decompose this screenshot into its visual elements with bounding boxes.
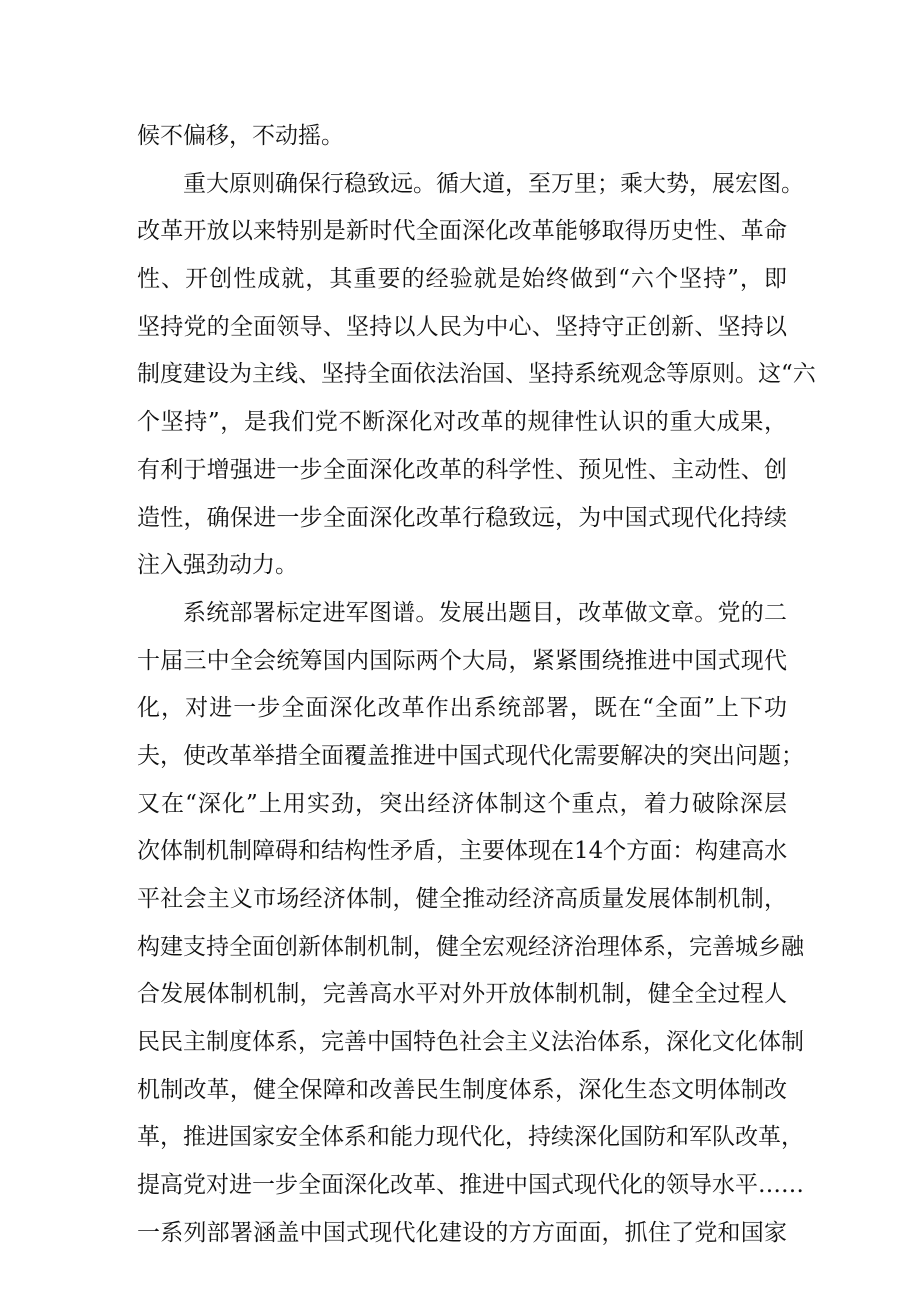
document-body [137, 113, 816, 1258]
text-line: 改革开放以来特别是新时代全面深化改革能够取得历史性、革命 [137, 218, 787, 245]
text-line: 性、开创性成就，其重要的经验就是始终做到“六个坚持”，即 [137, 266, 787, 293]
text-line: 化，对进一步全面深化改革作出系统部署，既在“全面”上下功 [137, 695, 787, 722]
text-line: 十届三中全会统筹国内国际两个大局，紧紧围绕推进中国式现代 [137, 647, 787, 674]
text-line: 合发展体制机制，完善高水平对外开放体制机制，健全全过程人 [137, 981, 787, 1008]
text-line: 机制改革，健全保障和改善民生制度体系，深化生态文明体制改 [137, 1076, 787, 1103]
text-line: 提高党对进一步全面深化改革、推进中国式现代化的领导水平…… [137, 1172, 804, 1199]
text-line: 革，推进国家安全体系和能力现代化，持续深化国防和军队改革， [137, 1124, 804, 1151]
text-line: 重大原则确保行稳致远。循大道，至万里；乘大势，展宏图。 [183, 170, 804, 197]
text-line: 夫，使改革举措全面覆盖推进中国式现代化需要解决的突出问题； [137, 742, 804, 769]
text-line: 制度建设为主线、坚持全面依法治国、坚持系统观念等原则。这“六 [137, 361, 816, 388]
text-line: 个坚持”，是我们党不断深化对改革的规律性认识的重大成果， [137, 409, 787, 436]
text-line: 有利于增强进一步全面深化改革的科学性、预见性、主动性、创 [137, 456, 787, 483]
text-line: 造性，确保进一步全面深化改革行稳致远，为中国式现代化持续 [137, 504, 787, 531]
text-line: 次体制机制障碍和结构性矛盾，主要体现在14个方面：构建高水 [137, 838, 788, 865]
text-line: 构建支持全面创新体制机制，健全宏观经济治理体系，完善城乡融 [137, 933, 804, 960]
text-line: 系统部署标定进军图谱。发展出题目，改革做文章。党的二 [183, 599, 787, 626]
text-line: 一系列部署涵盖中国式现代化建设的方方面面，抓住了党和国家 [137, 1219, 787, 1246]
text-line: 平社会主义市场经济体制，健全推动经济高质量发展体制机制， [137, 886, 787, 912]
text-line: 候不偏移，不动摇。 [137, 123, 344, 149]
text-line: 民民主制度体系，完善中国特色社会主义法治体系，深化文化体制 [137, 1029, 804, 1056]
text-line: 坚持党的全面领导、坚持以人民为中心、坚持守正创新、坚持以 [137, 313, 787, 340]
text-line: 又在“深化”上用实劲，突出经济体制这个重点，着力破除深层 [137, 790, 787, 817]
text-line: 注入强劲动力。 [137, 552, 298, 579]
